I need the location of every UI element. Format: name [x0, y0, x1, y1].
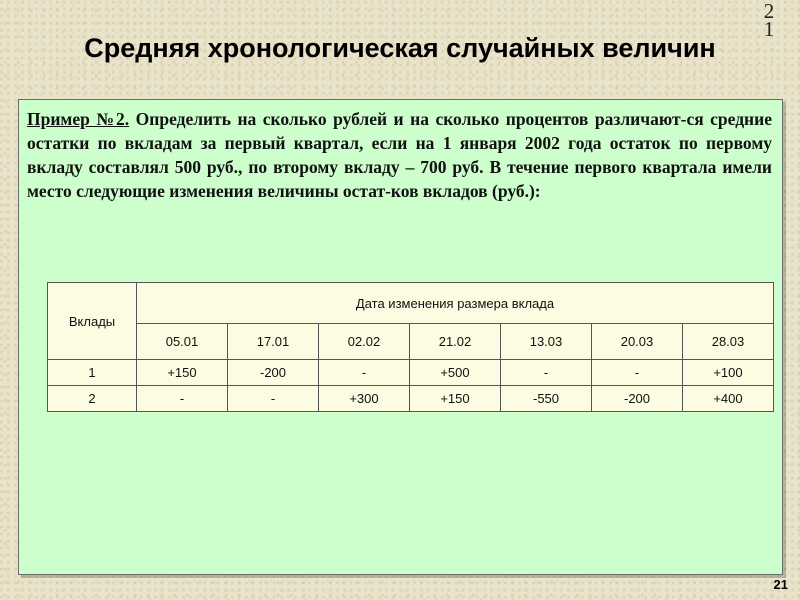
content-box — [18, 99, 783, 575]
page-number: 21 — [773, 577, 788, 592]
deposit-label: 1 — [48, 360, 137, 386]
table-cell: +400 — [683, 386, 774, 412]
table-cell: - — [501, 360, 592, 386]
problem-statement — [27, 107, 772, 203]
table-cell: -200 — [228, 360, 319, 386]
date-header: 28.03 — [683, 324, 774, 360]
table-cell: - — [137, 386, 228, 412]
deposits-table — [47, 282, 774, 412]
table-cell: - — [319, 360, 410, 386]
deposit-label: 2 — [48, 386, 137, 412]
example-label: Пример №2. — [27, 109, 130, 129]
table-row — [48, 386, 774, 412]
slide-title: Средняя хронологическая случайных величин — [84, 33, 716, 63]
table-cell: +150 — [137, 360, 228, 386]
table-cell: +500 — [410, 360, 501, 386]
date-header: 21.02 — [410, 324, 501, 360]
date-group-header: Дата изменения размера вклада — [137, 283, 774, 324]
problem-text: Определить на сколько рублей и на сколько процентов различают-ся средние остатки по вкладам за первый квартал, если на 1 января 2002 года остаток по первому вкладу составлял 500 руб., по второму вкладу – 700 руб. В течение первого квартала имели место следующие изменения величины остат-ков вкладов (руб.): — [27, 109, 772, 201]
date-header: 13.03 — [501, 324, 592, 360]
date-header: 20.03 — [592, 324, 683, 360]
table-cell: -200 — [592, 386, 683, 412]
table-cell: - — [592, 360, 683, 386]
date-header: 05.01 — [137, 324, 228, 360]
table-cell: +100 — [683, 360, 774, 386]
table-row — [48, 360, 774, 386]
table-cell: - — [228, 386, 319, 412]
corner-slide-number: 2 1 — [763, 0, 781, 41]
date-header: 02.02 — [319, 324, 410, 360]
date-header: 17.01 — [228, 324, 319, 360]
table-cell: +300 — [319, 386, 410, 412]
row-header-deposits: Вклады — [48, 283, 137, 360]
table-cell: -550 — [501, 386, 592, 412]
table-cell: +150 — [410, 386, 501, 412]
